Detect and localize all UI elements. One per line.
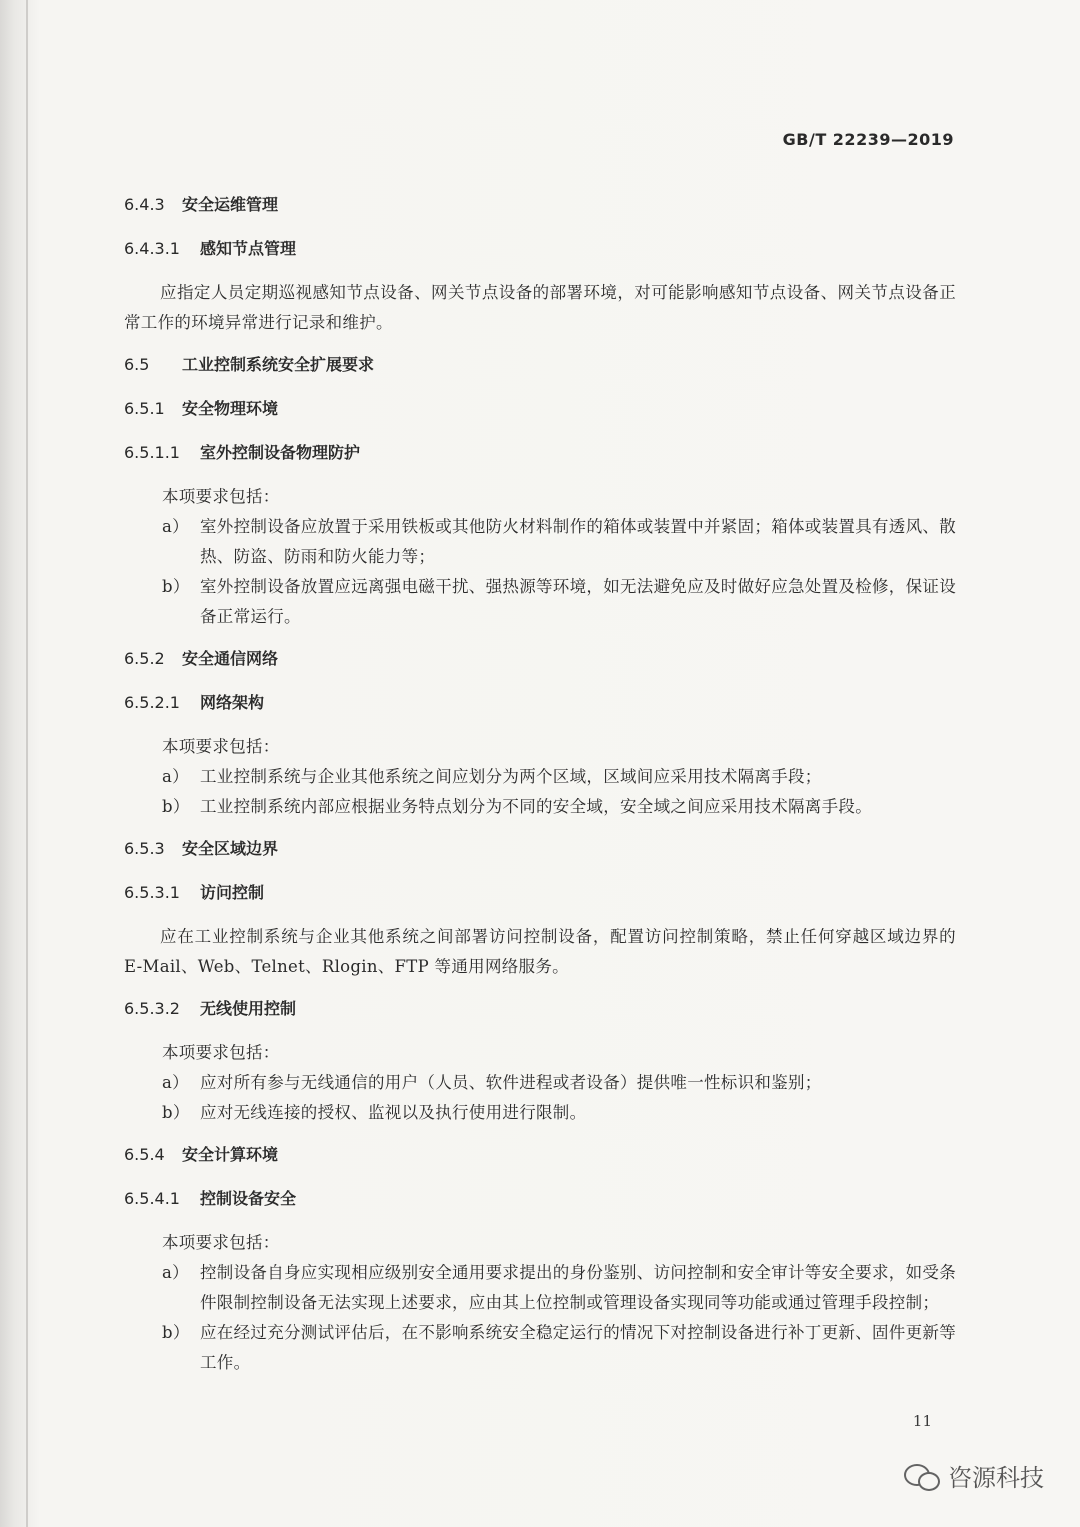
section-heading: [124, 194, 956, 216]
list-lead: 本项要求包括：: [162, 1043, 280, 1062]
section-heading: [124, 838, 956, 860]
section-heading: [124, 398, 956, 420]
list-item-text: 应对所有参与无线通信的用户（人员、软件进程或者设备）提供唯一性标识和鉴别；: [200, 1073, 822, 1092]
section-title: 工业控制系统安全扩展要求: [182, 355, 375, 374]
list-item-text: 应对无线连接的授权、监视以及执行使用进行限制。: [200, 1103, 587, 1122]
wechat-icon: [904, 1462, 940, 1490]
section-title: 室外控制设备物理防护: [200, 443, 361, 462]
list-marker: b）: [162, 797, 190, 816]
list-item: [124, 762, 956, 792]
section-title: 无线使用控制: [200, 999, 297, 1018]
list-item: [124, 1318, 956, 1378]
scan-edge: [26, 0, 28, 1527]
list-marker: a）: [162, 517, 189, 536]
section-heading: [124, 1144, 956, 1166]
list-item: [124, 792, 956, 822]
list-item-text: 工业控制系统与企业其他系统之间应划分为两个区域，区域间应采用技术隔离手段；: [200, 767, 822, 786]
section-heading: [124, 354, 956, 376]
list-marker: a）: [162, 767, 189, 786]
section-title: 安全计算环境: [182, 1145, 279, 1164]
section-title: 安全区域边界: [182, 839, 279, 858]
document-body: [124, 194, 956, 1394]
section-heading: [124, 648, 956, 670]
list-item: [124, 1068, 956, 1098]
section-heading: [124, 238, 956, 260]
section-title: 安全通信网络: [182, 649, 279, 668]
section-number: 6.5.4: [124, 1145, 165, 1164]
section-heading: [124, 1188, 956, 1210]
list-marker: b）: [162, 1103, 190, 1122]
list-item-text: 应在经过充分测试评估后，在不影响系统安全稳定运行的情况下对控制设备进行补丁更新、固件更新等工作。: [200, 1323, 956, 1372]
list-marker: a）: [162, 1073, 189, 1092]
paragraph: 应指定人员定期巡视感知节点设备、网关节点设备的部署环境，对可能影响感知节点设备、网关节点设备正常工作的环境异常进行记录和维护。: [124, 283, 956, 332]
list-lead: 本项要求包括：: [162, 1233, 280, 1252]
watermark-text: 咨源科技: [948, 1464, 1044, 1492]
requirement-list: [124, 512, 956, 632]
list-item-text: 室外控制设备应放置于采用铁板或其他防火材料制作的箱体或装置中并紧固；箱体或装置具有透风、散热、防盗、防雨和防火能力等；: [200, 517, 956, 566]
list-item: [124, 512, 956, 572]
section-number: 6.4.3.1: [124, 239, 180, 258]
section-number: 6.5.2: [124, 649, 165, 668]
section-heading: [124, 998, 956, 1020]
requirement-list: [124, 1068, 956, 1128]
section-title: 感知节点管理: [200, 239, 297, 258]
list-item: [124, 1258, 956, 1318]
list-item-text: 工业控制系统内部应根据业务特点划分为不同的安全域，安全域之间应采用技术隔离手段。: [200, 797, 872, 816]
section-heading: [124, 882, 956, 904]
section-number: 6.5.3.1: [124, 883, 180, 902]
section-number: 6.5: [124, 355, 150, 374]
list-lead: 本项要求包括：: [162, 487, 280, 506]
list-item-text: 控制设备自身应实现相应级别安全通用要求提出的身份鉴别、访问控制和安全审计等安全要求，如受条件限制控制设备无法实现上述要求，应由其上位控制或管理设备实现同等功能或通过管理手段控制；: [200, 1263, 956, 1312]
list-lead: 本项要求包括：: [162, 737, 280, 756]
section-number: 6.5.4.1: [124, 1189, 180, 1208]
requirement-list: [124, 1258, 956, 1378]
section-title: 安全运维管理: [182, 195, 279, 214]
standard-code: GB/T 22239—2019: [782, 130, 954, 149]
section-title: 安全物理环境: [182, 399, 279, 418]
list-marker: b）: [162, 1323, 190, 1342]
section-heading: [124, 442, 956, 464]
section-number: 6.5.1.1: [124, 443, 180, 462]
list-marker: a）: [162, 1263, 189, 1282]
section-title: 访问控制: [200, 883, 265, 902]
section-heading: [124, 692, 956, 714]
page-number: 11: [912, 1412, 932, 1430]
section-title: 网络架构: [200, 693, 265, 712]
list-item: [124, 572, 956, 632]
list-marker: b）: [162, 577, 190, 596]
list-item-text: 室外控制设备放置应远离强电磁干扰、强热源等环境，如无法避免应及时做好应急处置及检修，保证设备正常运行。: [200, 577, 956, 626]
section-number: 6.5.3.2: [124, 999, 180, 1018]
list-item: [124, 1098, 956, 1128]
section-number: 6.4.3: [124, 195, 165, 214]
section-number: 6.5.2.1: [124, 693, 180, 712]
paragraph: 应在工业控制系统与企业其他系统之间部署访问控制设备，配置访问控制策略，禁止任何穿越区域边界的 E-Mail、Web、Telnet、Rlogin、FTP 等通用网络服务。: [124, 927, 956, 976]
requirement-list: [124, 762, 956, 822]
section-number: 6.5.3: [124, 839, 165, 858]
watermark: [904, 1458, 1044, 1493]
section-title: 控制设备安全: [200, 1189, 297, 1208]
section-number: 6.5.1: [124, 399, 165, 418]
